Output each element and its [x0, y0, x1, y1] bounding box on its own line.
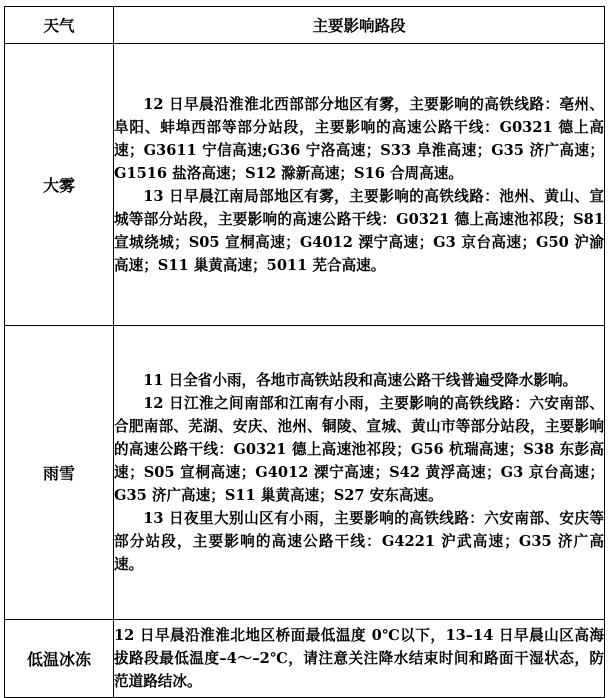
rain-paragraph-13: 13 日夜里大别山区有小雨，主要影响的高铁线路：六安南部、安庆等部分站段，主要影响的高速公路干线：G4221 沪武高速；G35 济广高速。: [114, 510, 604, 573]
fog-paragraph-13: 13 日早晨江南局部地区有雾，主要影响的高铁线路：池州、黄山、宣城等部分站段，主要影响的高速公路干线：G0321 德上高速池祁段；S81 宣城绕城；S05 宣桐高速；G4012 溧宁高速；G3 京台高速；G50 沪渝高速；S11 巢黄高速；5011 芜合高速。: [114, 187, 604, 274]
fog-paragraph-12: 12 日早晨沿淮淮北西部部分地区有雾，主要影响的高铁线路：亳州、阜阳、蚌埠西部等部分站段，主要影响的高速公路干线：G0321 德上高速；G3611 宁信高速;G36 宁洛高速；S33 阜淮高速；G35 济广高速；G1516 盐洛高速；S12 滁新高速；S16 合周高速。: [114, 95, 604, 182]
rain-paragraph-11: 11 日全省小雨，各地市高铁站段和高速公路干线普遍受降水影响。: [143, 372, 578, 389]
rain-snow-routes-cell: [114, 326, 605, 620]
header-weather: 天气: [5, 7, 114, 44]
weather-impact-table: [4, 6, 605, 698]
freezing-paragraph: 12 日早晨沿淮淮北地区桥面最低温度 0℃以下，13–14 日早晨山区高海拔路段最低温度–4～–2℃，请注意关注降水结束时间和路面干湿状态，防范道路结冰。: [114, 627, 604, 690]
header-routes: 主要影响路段: [114, 7, 605, 44]
fog-routes-cell: [114, 44, 605, 326]
weather-type-freezing: 低温冰冻: [5, 620, 114, 698]
rain-paragraph-12: 12 日江淮之间南部和江南有小雨，主要影响的高铁线路：六安南部、合肥南部、芜湖、安庆、池州、铜陵、宣城、黄山市等部分站段，主要影响的高速公路干线：G0321 德上高速池祁段；G56 杭瑞高速；S38 东彭高速；S05 宣桐高速；G4012 溧宁高速；S42 黄浮高速；G3 京台高速；G35 济广高速；S11 巢黄高速；S27 安东高速。: [114, 395, 604, 504]
table-header-row: [5, 7, 605, 44]
table-row-freezing: [5, 620, 605, 698]
table-row-fog: [5, 44, 605, 326]
freezing-routes-cell: [114, 620, 605, 698]
weather-type-fog: 大雾: [5, 44, 114, 326]
table-row-rain-snow: [5, 326, 605, 620]
weather-type-rain-snow: 雨雪: [5, 326, 114, 620]
